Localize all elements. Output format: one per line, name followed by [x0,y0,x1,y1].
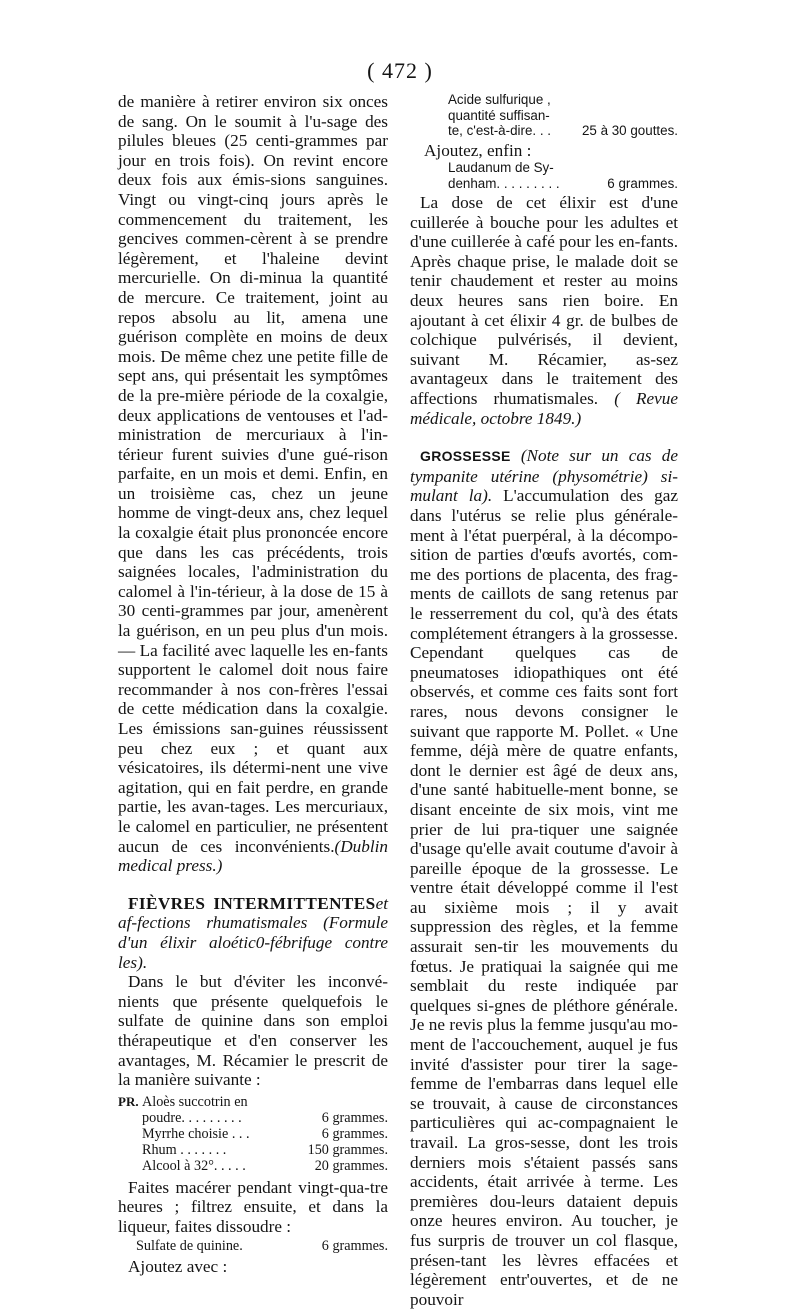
recipe-row: Rhum . . . . . . . 150 grammes. [142,1141,388,1158]
prescription-intro: Dans le but d'éviter les inconvé-nients que présente quelquefois le sulfate de quinine dans son emploi thérapeutique et d'en conserver les avantages, M. Récamier le prescrit de la manière suivante : [118,972,388,1090]
sulfate-line: Sulfate de quinine. 6 grammes. [136,1238,388,1255]
section-subtitle: et af-fections rhumatismales (Formule d'un élixir aloétic0-fébrifuge contre les). [118,893,388,972]
dosage-paragraph: La dose de cet élixir est d'une cuillerée à bouche pour les adultes et d'une cuillerée à café pour les en-fants. Après chaque prise, le malade doit se tenir chaudement et rester au moins deux heures sans rien boire. En ajoutant à cet élixir 4 gr. de bulbes de colchique pulvérisés, il devient, suivant M. Récamier, as-sez avantageux dans le traitement des affections rhumatismales. ( Revue médicale, octobre 1849.) [410,193,679,428]
recipe-block [118,1094,388,1174]
ajoutez-enfin: Ajoutez, enfin : [424,140,532,160]
laudanum-recipe: Laudanum de Sy- denham. . . . . . . . . 6 grammes. [448,160,678,191]
page-number: ( 472 ) [367,58,433,83]
acid-recipe: Acide sulfurique , quantité suffisan- te, c'est-à-dire. . . 25 à 30 gouttes. [448,92,678,138]
section-title: FIÈVRES INTERMITTENTES [128,893,376,913]
section-title: GROSSESSE [420,448,511,465]
citation: (Dublin medical press.) [118,836,388,876]
left-column [118,92,388,1277]
citation: ( Revue médicale, octobre 1849.) [410,389,679,428]
recipe-row: PR. Aloès succotrin en [118,1093,248,1110]
section-heading-fevers [118,894,388,972]
recipe-row: poudre. . . . . . . . . 6 grammes. [142,1109,388,1126]
coxalgia-paragraph: de manière à retirer environ six onces de sang. On le soumit à l'u-sage des pilules bleues (25 centi-grammes par jour en trois fois). On revint encore deux fois aux émis-sions sanguines. Vingt ou vingt-cinq jours après le commencement du traitement, les gencives commen-cèrent à se prendre légèrement, et l'haleine devint mercurielle. On di-minua la quantité de mercure. Ce traitement, joint au repos absolu au lit, amena une guérison complète en moins de deux mois. De même chez une petite fille de sept ans, qui présentait les symptômes de la pre-mière période de la coxalgie, deux applications de ventouses et l'ad-ministration de mercuriaux à l'in-térieur furent suivies d'une gué-rison parfaite, en un mois et demi. Enfin, en un troisième cas, chez un jeune homme de vingt-deux ans, chez lequel la coxalgie était plus prononcée encore que dans les cas précédents, trois saignées locales, l'administration du calomel à l'in-térieur, à la dose de 15 à 30 centi-grammes par jour, amenèrent la guérison, en un peu plus d'un mois. — La facilité avec laquelle les en-fants supportent le calomel doit nous faire recommander à nos con-frères l'essai de cette médication dans la coxalgie. Les émissions san-guines réussissent peu chez eux ; et quant aux vésicatoires, ils détermi-nent une vive agitation, qui en fait perdre, en grande partie, les avan-tages. Les mercuriaux, le calomel en particulier, ne présentent aucun de ces inconvénients.(Dublin medical press.) [118,92,388,876]
right-column [410,92,678,1309]
maceration-paragraph: Faites macérer pendant vingt-qua-tre heures ; filtrez ensuite, et dans la liqueur, faites dissoudre : [118,1177,388,1236]
recipe-row: Myrrhe choisie . . . 6 grammes. [142,1125,388,1142]
recipe-row: Alcool à 32°. . . . . 20 grammes. [142,1157,388,1174]
grossesse-paragraph: GROSSESSE (Note sur un cas de tympanite utérine (physométrie) si-mulant la). L'accumulation des gaz dans l'utérus se relie plus générale-ment à l'état puerpéral, à la décompo-sition de parties d'œufs avortés, com-me des portions de placenta, des frag-ments de caillots de sang retenus par le resserrement du col, qu'à des états complétement étrangers à la grossesse. Cependant quelques cas de pneumatoses idiopathiques ont été observés, et comme ces faits sont fort rares, nous devons consigner le suivant que rapporte M. Pollet. « Une femme, déjà mère de quatre enfants, dont le dernier est âgé de deux ans, d'une santé habituelle-ment bonne, se disant enceinte de six mois, vint me prier de lui pra-tiquer une saignée d'usage qu'elle avait coutume d'avoir à pareille époque de la grossesse. Le ventre était développé comme il l'est au sixième mois ; il y avait suppression des règles, et la femme assurait sen-tir les mouvements du fœtus. Je pratiquai la saignée qui me semblait du reste indiquée par quelques si-gnes de pléthore générale. Je ne revis plus la femme jusqu'au mo-ment de l'accouchement, auquel je fus invité d'assister pour tirer la sage-femme de l'embarras dans lequel elle se trouvait, à cause de circonstances particulières qui ac-compagnaient le travail. La gros-sesse, dont les trois derniers mois s'étaient passés sans accidents, était arrivée à terme. Les premières dou-leurs dataient depuis onze heures environ. Au toucher, je fus surpris de trouver un col flasque, présen-tant les lèvres effacées et légèrement entr'ouvertes, et de ne pouvoir [410,446,679,1309]
recipe-prefix: PR. [118,1093,139,1109]
section-subtitle: (Note sur un cas de tympanite utérine (physométrie) si-mulant la). [410,446,679,506]
ajoutez-avec: Ajoutez avec : [128,1257,228,1277]
